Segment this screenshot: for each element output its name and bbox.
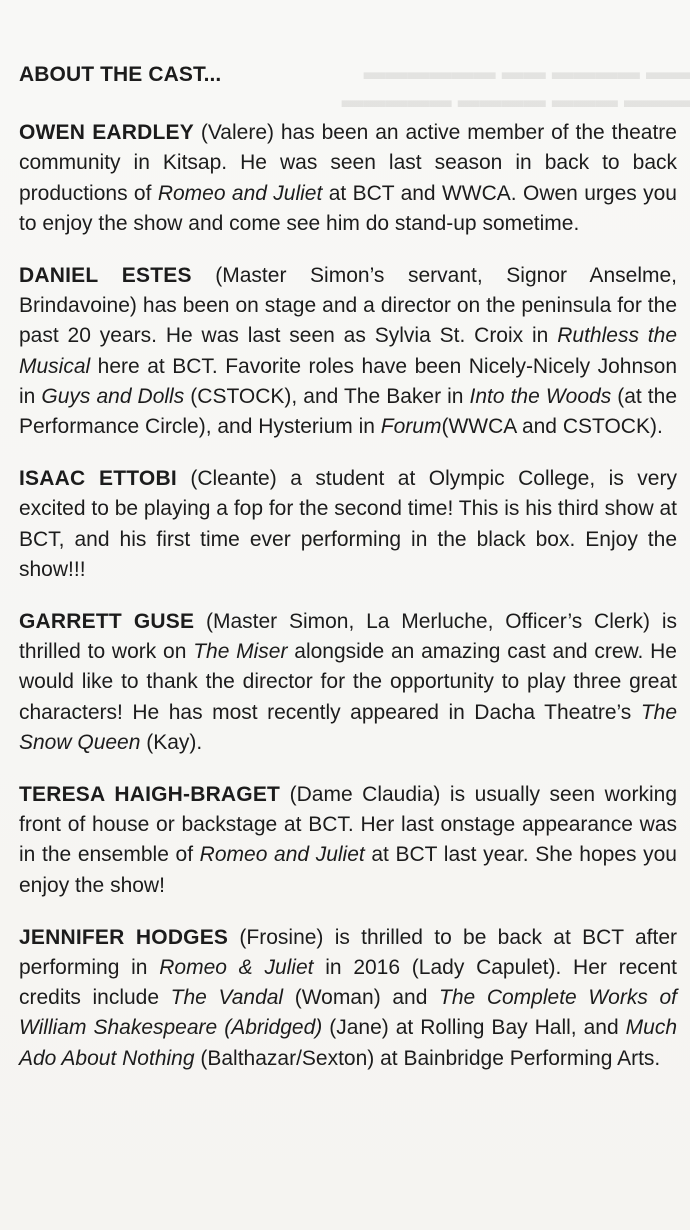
cast-member-name: OWEN EARDLEY xyxy=(19,121,194,145)
cast-member-name: JENNIFER HODGES xyxy=(19,925,229,949)
section-heading: ABOUT THE CAST... xyxy=(19,63,222,86)
cast-bio xyxy=(19,464,677,585)
bio-text: (Jane) at Rolling Bay Hall, and xyxy=(322,1016,626,1040)
show-title: Forum xyxy=(380,415,442,439)
bio-text: (Cleante) a student at Olympic College, is very excited to be playing a fop for the second time! This is his third show at BCT, and his first time ever performing in the black box. Enjoy the show!!! xyxy=(19,467,677,581)
bio-text: (Frosine) is thrilled to be back at BCT after performing in xyxy=(19,925,677,980)
show-title: Into the Woods xyxy=(469,384,612,408)
cast-bios-section xyxy=(19,60,677,1096)
show-title: Much Ado About Nothing xyxy=(19,1016,677,1070)
cast-member-name: GARRETT GUSE xyxy=(19,610,195,634)
cast-bio xyxy=(19,923,677,1074)
show-title: The Complete Works of William Shakespeare (Abridged) xyxy=(19,986,677,1040)
show-title: Ruthless the Musical xyxy=(19,324,677,378)
page-bleed-through-texture: ▬▬ ▬▬▬▬ ▬▬ ▬▬▬▬▬▬ ▬▬▬ ▬▬▬ ▬▬▬▬ ▬▬▬▬▬ xyxy=(341,59,690,112)
show-title: The Miser xyxy=(193,640,288,664)
show-title: The Vandal xyxy=(170,986,284,1010)
cast-member-name: TERESA HAIGH-BRAGET xyxy=(19,783,281,807)
bio-text: (WWCA and CSTOCK). xyxy=(441,415,663,439)
show-title: Romeo & Juliet xyxy=(159,956,314,980)
bio-text: in 2016 (Lady Capulet). Her recent credits include xyxy=(19,956,677,1010)
show-title: Romeo and Juliet xyxy=(199,843,365,867)
cast-bio xyxy=(19,780,677,901)
cast-bio xyxy=(19,607,677,758)
bio-text: (at the Performance Circle), and Hysterium in xyxy=(19,384,677,439)
bio-text: (Master Simon’s servant, Signor Anselme, Brindavoine) has been on stage and a director on the peninsula for the past 20 years. He was last seen as Sylvia St. Croix in xyxy=(19,264,677,348)
cast-member-name: DANIEL ESTES xyxy=(19,264,192,288)
bio-text: (Valere) has been an active member of the theatre community in Kitsap. He was seen last season in back to back productions of xyxy=(19,121,677,205)
bio-text: (Kay). xyxy=(140,730,203,754)
cast-bio xyxy=(19,261,677,442)
show-title: Guys and Dolls xyxy=(41,384,185,408)
show-title: The Snow Queen xyxy=(19,700,677,754)
show-title: Romeo and Juliet xyxy=(157,181,323,205)
cast-bio xyxy=(19,118,677,239)
bio-text: at BCT and WWCA. Owen urges you to enjoy the show and come see him do stand-up sometime. xyxy=(19,181,677,235)
bio-text: alongside an amazing cast and crew. He would like to thank the director for the opportunity to play three great characters! He has most recently appeared in Dacha Theatre’s xyxy=(19,640,677,724)
bio-text: (Woman) and xyxy=(283,986,440,1010)
bio-text: (Balthazar/Sexton) at Bainbridge Performing Arts. xyxy=(194,1046,661,1070)
bio-text: at BCT last year. She hopes you enjoy the show! xyxy=(19,843,677,897)
bio-text: (CSTOCK), and The Baker in xyxy=(184,384,470,408)
cast-member-name: ISAAC ETTOBI xyxy=(19,467,177,491)
bio-text: (Dame Claudia) is usually seen working front of house or backstage at BCT. Her last onstage appearance was in the ensemble of xyxy=(19,783,677,867)
bio-text: (Master Simon, La Merluche, Officer’s Clerk) is thrilled to work on xyxy=(19,610,677,664)
bio-text: here at BCT. Favorite roles have been Nicely-Nicely Johnson in xyxy=(19,354,677,408)
